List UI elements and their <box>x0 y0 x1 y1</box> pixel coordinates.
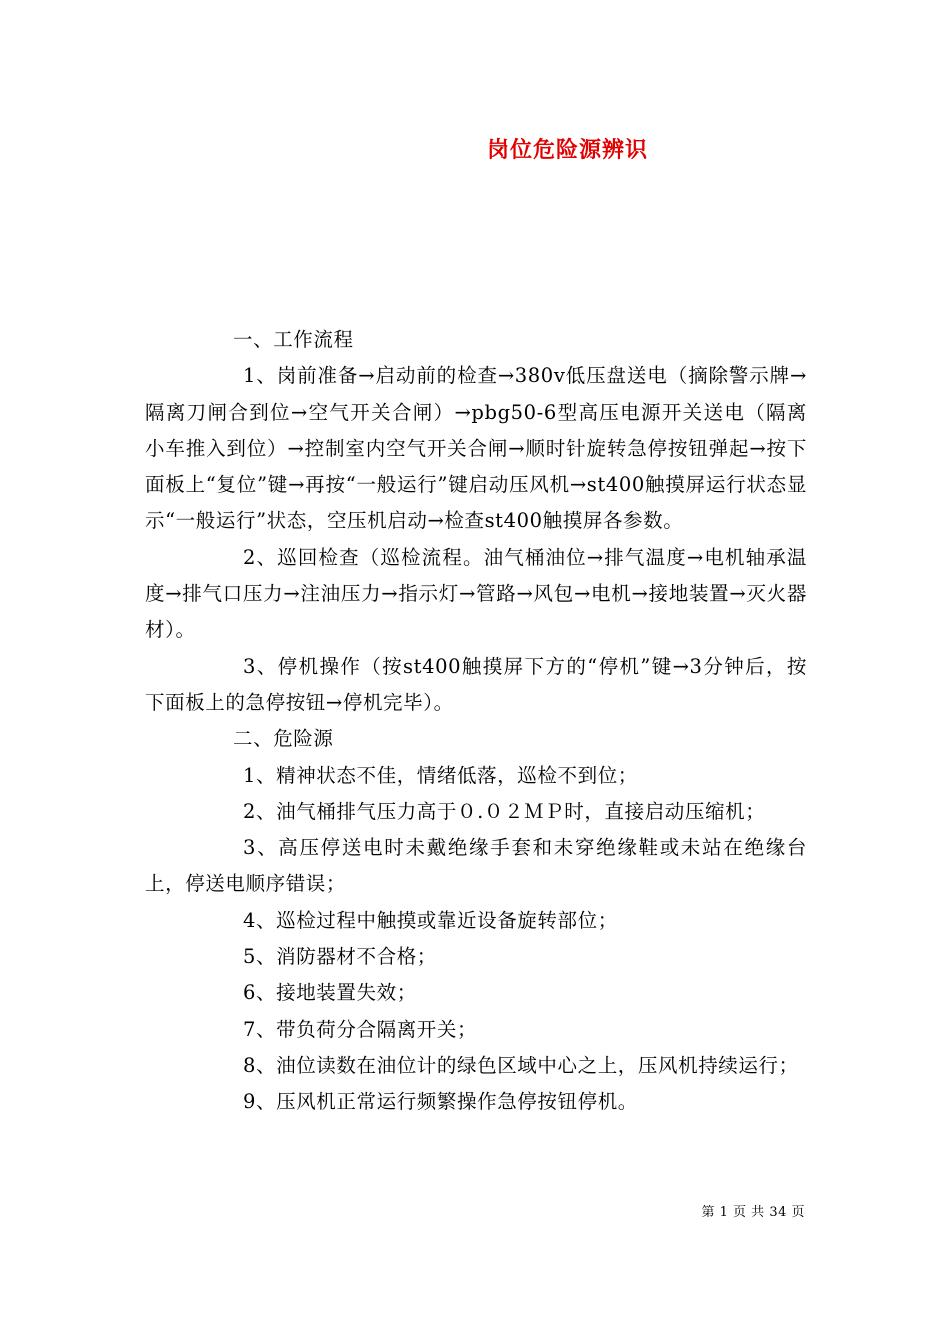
paragraph-item: 1、岗前准备→启动前的检查→380v低压盘送电（摘除警示牌→隔离刀闸合到位→空气开关合闸）→pbg50-6型高压电源开关送电（隔离小车推入到位）→控制室内空气开关合闸→顺时针旋转急停按钮弹起→按下面板上“复位”键→再按“一般运行”键启动压风机→st400触摸屏运行状态显示“一般运行”状态，空压机启动→检查st400触摸屏各参数。 <box>145 364 807 533</box>
paragraph-item: 2、油气桶排气压力高于０.０２ＭＰ时，直接启动压缩机； <box>243 799 766 823</box>
paragraph-item: 7、带负荷分合隔离开关； <box>243 1017 478 1041</box>
paragraph-item: 2、巡回检查（巡检流程。油气桶油位→排气温度→电机轴承温度→排气口压力→注油压力→指示灯→管路→风包→电机→接地装置→灭火器材）。 <box>145 545 807 642</box>
section-heading-hazards: 二、危险源 <box>233 727 334 751</box>
paragraph-item: 6、接地装置失效； <box>243 981 417 1005</box>
page-title: 岗位危险源辨识 <box>486 138 648 163</box>
paragraph-item: 9、压风机正常运行频繁操作急停按钮停机。 <box>243 1090 638 1114</box>
section-heading-workflow: 一、工作流程 <box>233 328 354 351</box>
document-body <box>145 322 807 1121</box>
paragraph-item: 8、油位读数在油位计的绿色区域中心之上，压风机持续运行； <box>243 1053 799 1077</box>
paragraph-item: 1、精神状态不佳，情绪低落，巡检不到位； <box>243 763 638 787</box>
page-footer: 第 1 页 共 34 页 <box>701 1205 805 1220</box>
paragraph-item: 3、高压停送电时未戴绝缘手套和未穿绝缘鞋或未站在绝缘台上，停送电顺序错误； <box>145 836 807 896</box>
paragraph-item: 4、巡检过程中触摸或靠近设备旋转部位； <box>243 908 618 932</box>
paragraph-item: 3、停机操作（按st400触摸屏下方的“停机”键→3分钟后，按下面板上的急停按钮→停机完毕）。 <box>145 654 807 714</box>
paragraph-item: 5、消防器材不合格； <box>243 945 437 969</box>
